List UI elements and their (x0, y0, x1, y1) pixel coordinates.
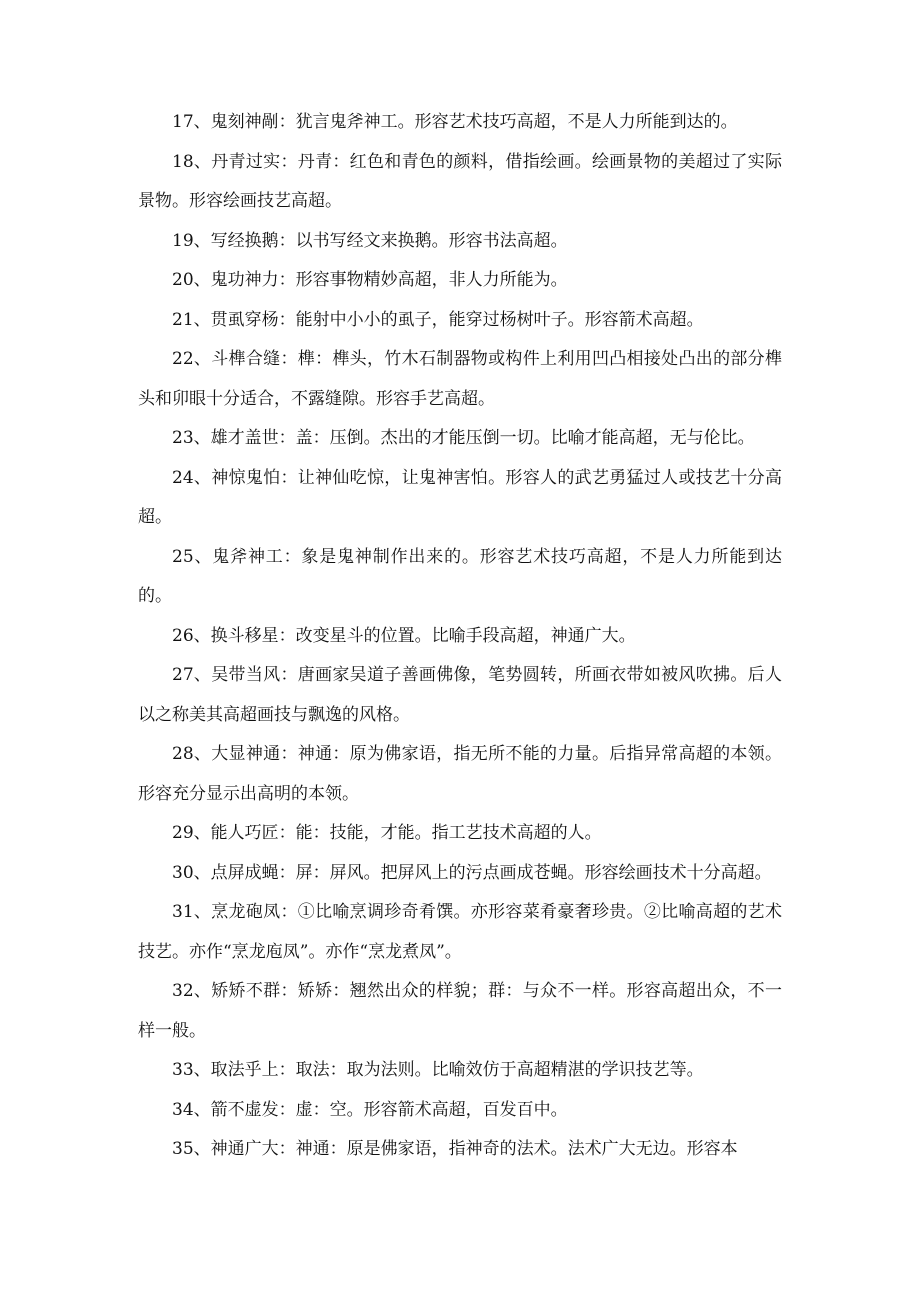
entry-24: 24、神惊鬼怕：让神仙吃惊，让鬼神害怕。形容人的武艺勇猛过人或技艺十分高超。 (138, 467, 782, 527)
document-page (138, 103, 782, 1170)
entry-26: 26、换斗移星：改变星斗的位置。比喻手段高超，神通广大。 (172, 625, 636, 646)
entry-34: 34、箭不虚发：虚：空。形容箭术高超，百发百中。 (172, 1099, 568, 1120)
entry-28: 28、大显神通：神通：原为佛家语，指无所不能的力量。后指异常高超的本领。形容充分显示出高明的本领。 (138, 744, 782, 804)
entry-29: 29、能人巧匠：能：技能，才能。指工艺技术高超的人。 (172, 823, 602, 843)
entry-19: 19、写经换鹅：以书写经文来换鹅。形容书法高超。 (172, 230, 568, 251)
entry-27: 27、吴带当风：唐画家吴道子善画佛像，笔势圆转，所画衣带如被风吹拂。后人以之称美其高超画技与飘逸的风格。 (138, 665, 782, 725)
entry-21: 21、贯虱穿杨：能射中小小的虱子，能穿过杨树叶子。形容箭术高超。 (172, 309, 704, 330)
entry-32: 32、矫矫不群：矫矫：翘然出众的样貌；群：与众不一样。形容高超出众，不一样一般。 (138, 981, 782, 1041)
entry-25: 25、鬼斧神工：象是鬼神制作出来的。形容艺术技巧高超，不是人力所能到达的。 (138, 546, 782, 606)
entry-35: 35、神通广大：神通：原是佛家语，指神奇的法术。法术广大无边。形容本 (172, 1139, 738, 1159)
entry-31: 31、烹龙砲凤：①比喻烹调珍奇肴馔。亦形容菜肴豪奢珍贵。②比喻高超的艺术技艺。亦作“烹龙庖凤”。亦作“烹龙煮凤”。 (138, 902, 782, 962)
entry-18: 18、丹青过实：丹青：红色和青色的颜料，借指绘画。绘画景物的美超过了实际景物。形容绘画技艺高超。 (138, 151, 782, 211)
entry-23: 23、雄才盖世：盖：压倒。杰出的才能压倒一切。比喻才能高超，无与伦比。 (172, 428, 755, 448)
entry-17: 17、鬼刻神剮：犹言鬼斧神工。形容艺术技巧高超，不是人力所能到达的。 (172, 112, 738, 132)
entry-22: 22、斗榫合缝：榫：榫头，竹木石制器物或构件上利用凹凸相接处凸出的部分榫头和卯眼十分适合，不露缝隙。形容手艺高超。 (138, 349, 782, 409)
entry-20: 20、鬼功神力：形容事物精妙高超，非人力所能为。 (172, 270, 568, 290)
entry-30: 30、点屏成蝇：屏：屏风。把屏风上的污点画成苍蝇。形容绘画技术十分高超。 (172, 862, 772, 883)
entry-33: 33、取法乎上：取法：取为法则。比喻效仿于高超精湛的学识技艺等。 (172, 1060, 704, 1080)
